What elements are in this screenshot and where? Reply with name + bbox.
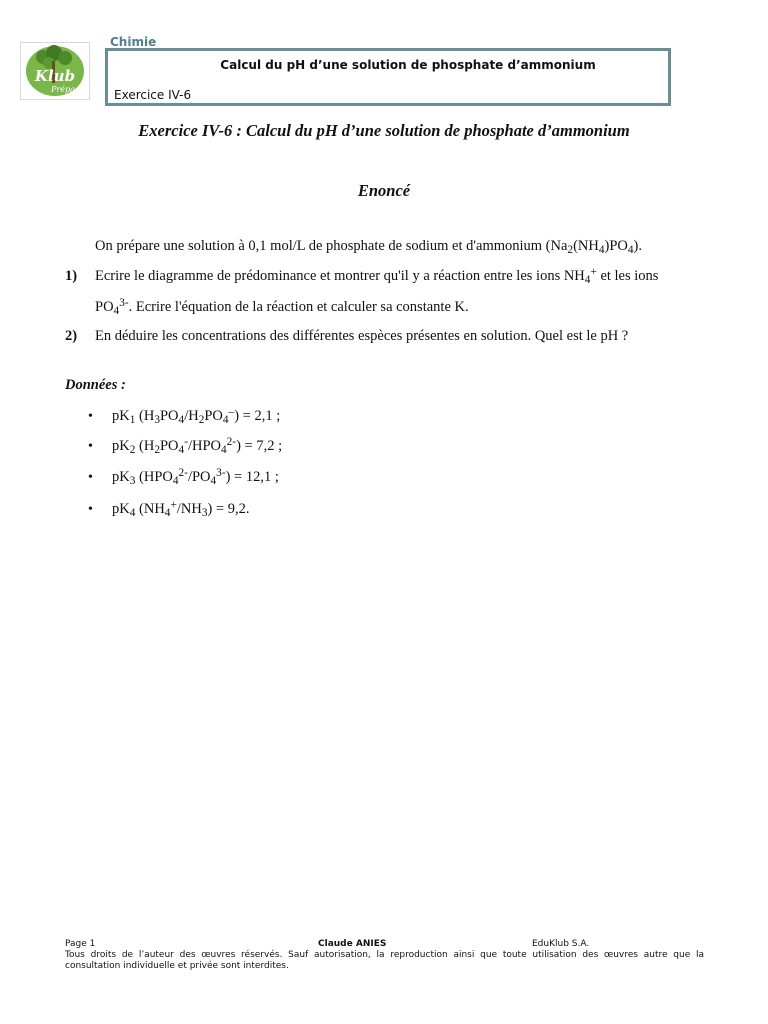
question-sub: 4 (584, 273, 591, 286)
data-sub: 4 (178, 443, 185, 456)
question-sub: 4 (113, 304, 120, 317)
data-text: (HPO (135, 469, 173, 485)
question-number: 2) (65, 328, 78, 344)
data-sub: 4 (172, 474, 179, 487)
data-item-pk2 (112, 435, 283, 456)
question-text: et les ions (596, 268, 659, 284)
data-label: pK (112, 438, 130, 454)
intro-text: )PO (604, 238, 628, 254)
bullet: • (88, 409, 93, 424)
data-text: PO (159, 408, 179, 424)
data-sub: 4 (164, 506, 171, 519)
intro-sub: 4 (627, 243, 634, 256)
logo-sub-text: Prépa (51, 85, 75, 94)
data-text: (H (135, 408, 155, 424)
data-text: PO (204, 408, 223, 424)
data-text: /HPO (187, 438, 221, 454)
data-sub: 4 (129, 506, 136, 519)
data-text: (H (135, 438, 155, 454)
question-sup: 3- (119, 296, 129, 309)
data-text: ) = 7,2 ; (236, 438, 283, 454)
question-sup: + (590, 265, 597, 278)
question-2-text: En déduire les concentrations des différentes espèces présentes en solution. Quel est le pH ? (95, 328, 629, 344)
data-sub: 1 (129, 413, 136, 426)
data-sup: - (184, 435, 188, 448)
data-sub: 2 (198, 413, 205, 426)
footer-author: Claude ANIES (318, 939, 387, 949)
exercise-title: Exercice IV-6 : Calcul du pH d’une solution de phosphate d’ammonium (138, 121, 630, 140)
data-text: ) = 2,1 ; (234, 408, 281, 424)
data-sub: 3 (201, 506, 208, 519)
data-sup: 3- (216, 466, 226, 479)
footer-company: EduKlub S.A. (532, 939, 590, 949)
intro-sub: 4 (598, 243, 605, 256)
data-item-pk3 (112, 466, 279, 487)
data-sub: 4 (210, 474, 217, 487)
data-text: PO (159, 438, 179, 454)
header-title: Calcul du pH d’une solution de phosphate d’ammonium (220, 58, 596, 72)
section-title: Enoncé (357, 181, 411, 200)
data-label: pK (112, 501, 130, 517)
data-text: (NH (135, 501, 165, 517)
data-text: /NH (176, 501, 202, 517)
footer-copyright-notice: Tous droits de l’auteur des œuvres réservés. Sauf autorisation, la reproduction ainsi que toute utilisation des œuvres autre que la consultation individuelle et privée sont interdites. (65, 950, 704, 971)
data-sub: 2 (129, 443, 136, 456)
data-sup: 2- (178, 466, 188, 479)
question-number: 1) (65, 268, 78, 284)
bullet: • (88, 502, 93, 517)
header-exercise-id: Exercice IV-6 (114, 88, 192, 102)
data-sub: 4 (222, 413, 229, 426)
intro-paragraph (95, 238, 642, 255)
intro-text: (NH (573, 238, 599, 254)
data-text: ) = 9,2. (207, 501, 250, 517)
data-item-pk1 (112, 405, 281, 426)
data-item-pk4 (112, 498, 250, 519)
question-1-line-1 (95, 265, 659, 286)
question-text: PO (95, 299, 114, 315)
data-text: ) = 12,1 ; (225, 469, 279, 485)
header-box (105, 48, 671, 106)
data-sub: 4 (178, 413, 185, 426)
subject-label: Chimie (110, 35, 157, 49)
tree-logo-icon (21, 43, 89, 99)
bullet: • (88, 470, 93, 485)
question-1-line-2 (95, 296, 469, 317)
data-sup: 2- (226, 435, 237, 448)
data-title: Données : (65, 377, 126, 393)
data-text: /PO (187, 469, 211, 485)
question-text: Ecrire le diagramme de prédominance et montrer qu'il y a réaction entre les ions NH (95, 268, 585, 284)
data-label: pK (112, 408, 130, 424)
intro-sub: 2 (567, 243, 574, 256)
data-sub: 3 (154, 413, 160, 426)
intro-text: On prépare une solution à 0,1 mol/L de phosphate de sodium et d'ammonium (Na (95, 238, 568, 254)
question-text: . Ecrire l'équation de la réaction et calculer sa constante K. (128, 299, 469, 315)
logo-main-text: Klub (34, 67, 76, 85)
data-sup: – (228, 405, 235, 418)
klub-prepa-logo (20, 42, 90, 100)
data-sup: + (170, 498, 177, 511)
data-text: /H (184, 408, 199, 424)
data-sub: 2 (154, 443, 160, 456)
data-label: pK (112, 469, 130, 485)
intro-text: ). (633, 238, 643, 254)
footer-page-number: Page 1 (65, 939, 96, 949)
data-sub: 4 (221, 443, 227, 456)
data-sub: 3 (129, 474, 136, 487)
bullet: • (88, 439, 93, 454)
